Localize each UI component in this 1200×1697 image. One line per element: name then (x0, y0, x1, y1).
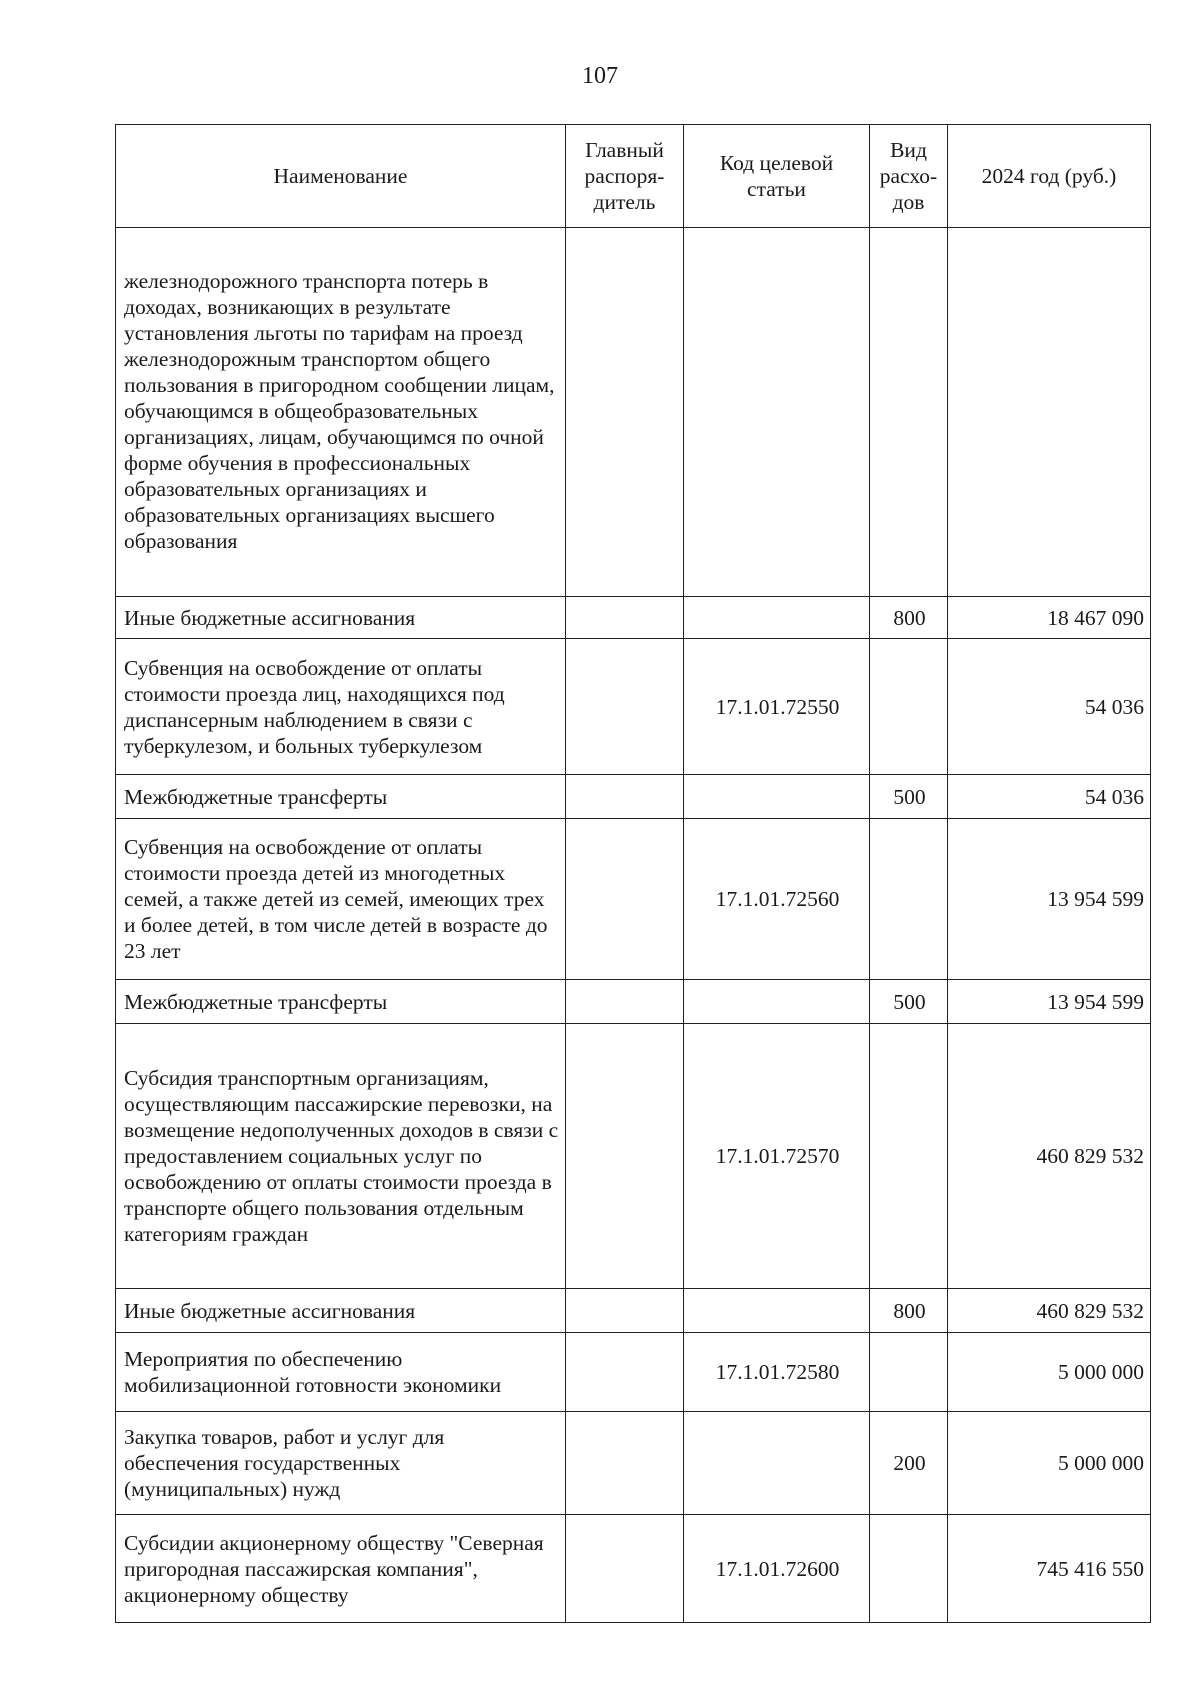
table-row (116, 1412, 1151, 1515)
row-type (870, 1515, 948, 1623)
row-admin (566, 1515, 684, 1623)
row-type: 200 (870, 1412, 948, 1515)
row-name: Субвенция на освобождение от оплаты стоимости проезда детей из многодетных семей, а также детей из семей, имеющих трех и более детей, в том числе детей в возрасте до 23 лет (116, 819, 566, 980)
table-row (116, 775, 1151, 819)
row-type: 500 (870, 980, 948, 1024)
budget-table (115, 124, 1151, 1623)
row-code (684, 775, 870, 819)
row-admin (566, 1289, 684, 1333)
table-row (116, 1333, 1151, 1412)
table-row (116, 597, 1151, 639)
row-name: Мероприятия по обеспечению мобилизационной готовности экономики (116, 1333, 566, 1412)
header-amount: 2024 год (руб.) (948, 125, 1151, 228)
row-code: 17.1.01.72570 (684, 1024, 870, 1289)
row-name: Субвенция на освобождение от оплаты стоимости проезда лиц, находящихся под диспансерным наблюдением в связи с туберкулезом, и больных туберкулезом (116, 639, 566, 775)
row-code: 17.1.01.72600 (684, 1515, 870, 1623)
row-admin (566, 639, 684, 775)
table-row (116, 228, 1151, 597)
row-amount: 54 036 (948, 639, 1151, 775)
table-row (116, 639, 1151, 775)
header-code: Код целевой статьи (684, 125, 870, 228)
table-row (116, 819, 1151, 980)
table-header-row (116, 125, 1151, 228)
row-code (684, 597, 870, 639)
row-amount: 18 467 090 (948, 597, 1151, 639)
row-code (684, 1412, 870, 1515)
row-amount: 460 829 532 (948, 1024, 1151, 1289)
row-code: 17.1.01.72580 (684, 1333, 870, 1412)
table-row (116, 1515, 1151, 1623)
row-type (870, 228, 948, 597)
row-code: 17.1.01.72550 (684, 639, 870, 775)
row-amount: 13 954 599 (948, 980, 1151, 1024)
row-admin (566, 1412, 684, 1515)
row-admin (566, 1333, 684, 1412)
row-admin (566, 228, 684, 597)
row-amount: 54 036 (948, 775, 1151, 819)
row-code (684, 980, 870, 1024)
row-code (684, 1289, 870, 1333)
table-row (116, 980, 1151, 1024)
row-type (870, 1024, 948, 1289)
header-admin: Главный распоря-дитель (566, 125, 684, 228)
row-type (870, 639, 948, 775)
row-amount (948, 228, 1151, 597)
row-amount: 5 000 000 (948, 1412, 1151, 1515)
row-admin (566, 597, 684, 639)
row-amount: 5 000 000 (948, 1333, 1151, 1412)
page-number: 107 (582, 63, 618, 89)
row-name: Субсидия транспортным организациям, осуществляющим пассажирские перевозки, на возмещение недополученных доходов в связи с предоставлением социальных услуг по освобождению от оплаты стоимости проезда в транспорте общего пользования отдельным категориям граждан (116, 1024, 566, 1289)
row-type (870, 1333, 948, 1412)
table-row (116, 1289, 1151, 1333)
row-type: 800 (870, 1289, 948, 1333)
row-amount: 13 954 599 (948, 819, 1151, 980)
row-name: Закупка товаров, работ и услуг для обеспечения государственных (муниципальных) нужд (116, 1412, 566, 1515)
row-admin (566, 819, 684, 980)
row-name: Межбюджетные трансферты (116, 980, 566, 1024)
row-admin (566, 1024, 684, 1289)
row-name: Иные бюджетные ассигнования (116, 597, 566, 639)
row-name: Иные бюджетные ассигнования (116, 1289, 566, 1333)
row-code: 17.1.01.72560 (684, 819, 870, 980)
header-type: Вид расхо-дов (870, 125, 948, 228)
row-type: 500 (870, 775, 948, 819)
row-name: железнодорожного транспорта потерь в доходах, возникающих в результате установления льготы по тарифам на проезд железнодорожным транспортом общего пользования в пригородном сообщении лицам, обучающимся в общеобразовательных организациях, лицам, обучающимся по очной форме обучения в профессиональных образовательных организациях и образовательных организациях высшего образования (116, 228, 566, 597)
row-type (870, 819, 948, 980)
row-name: Субсидии акционерному обществу "Северная пригородная пассажирская компания", акционерному обществу (116, 1515, 566, 1623)
row-code (684, 228, 870, 597)
row-name: Межбюджетные трансферты (116, 775, 566, 819)
row-amount: 460 829 532 (948, 1289, 1151, 1333)
row-type: 800 (870, 597, 948, 639)
row-amount: 745 416 550 (948, 1515, 1151, 1623)
table-row (116, 1024, 1151, 1289)
row-admin (566, 980, 684, 1024)
row-admin (566, 775, 684, 819)
header-name: Наименование (116, 125, 566, 228)
